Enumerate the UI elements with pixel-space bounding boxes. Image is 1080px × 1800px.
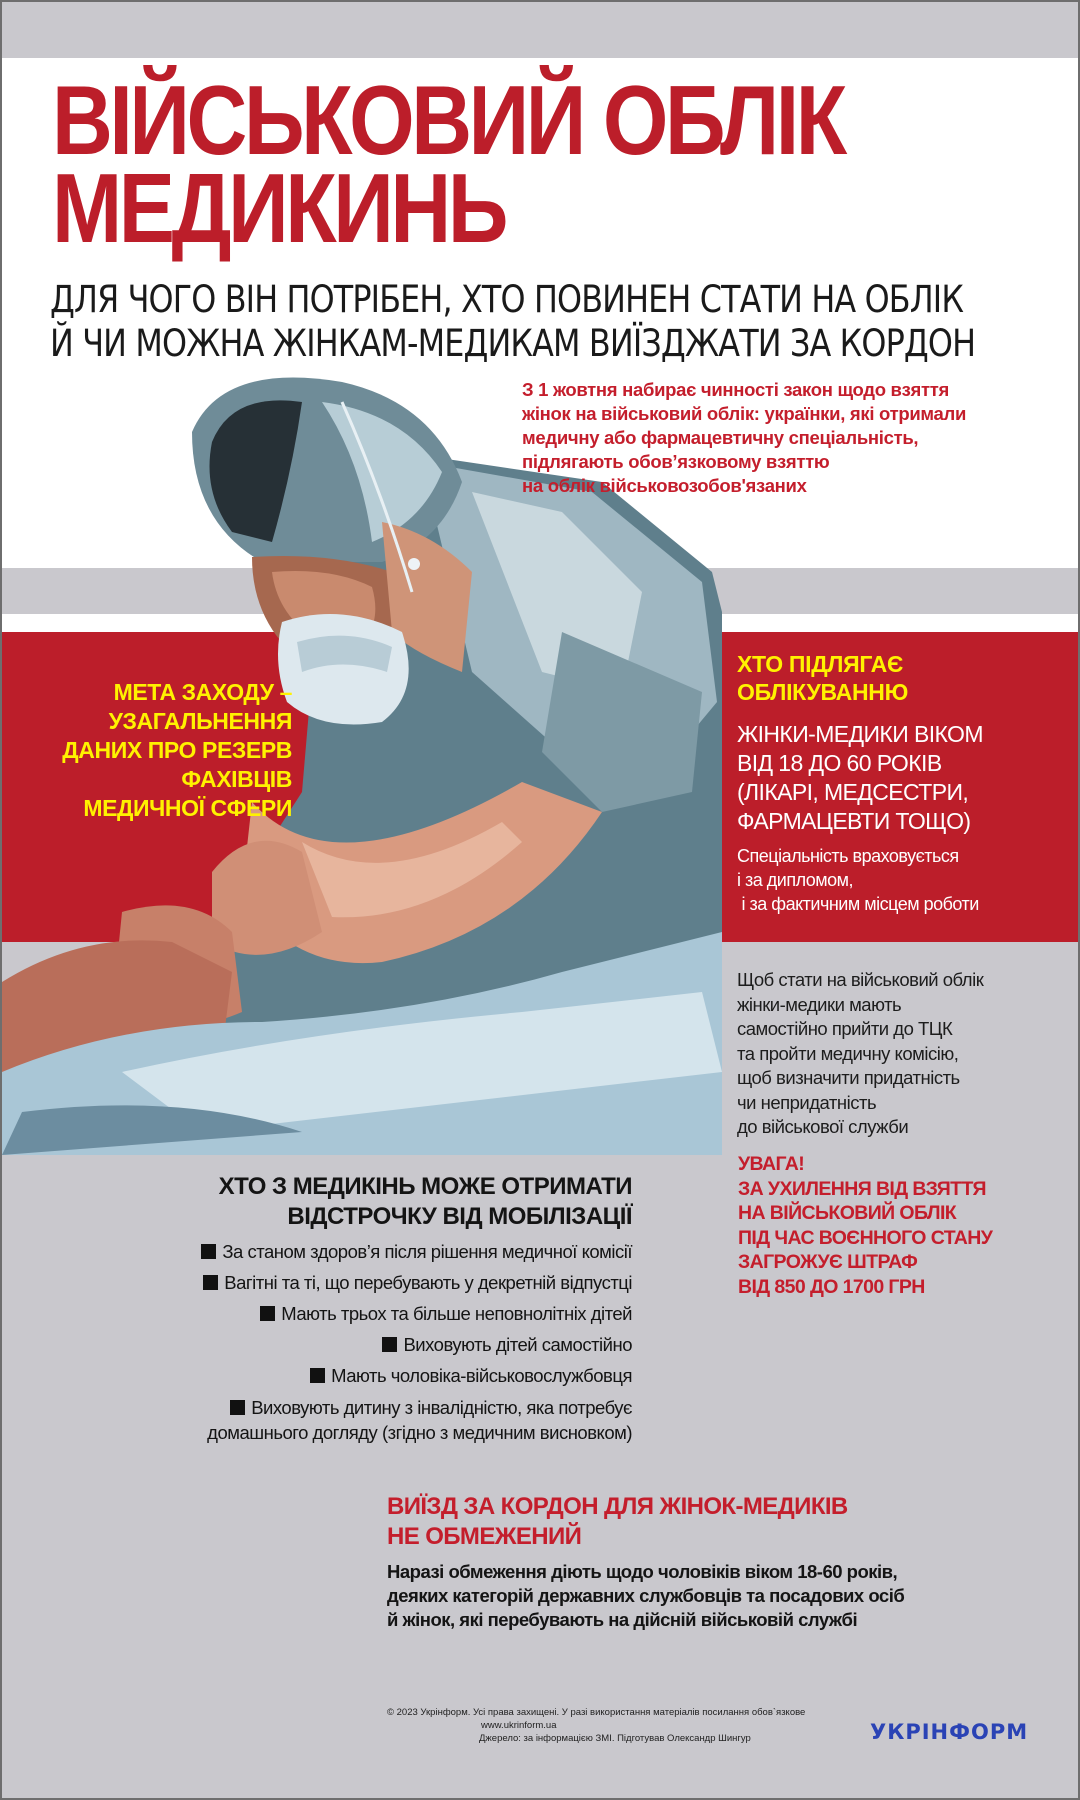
square-bullet-icon — [203, 1275, 218, 1290]
deferment-title-line: ВІДСТРОЧКУ ВІД МОБІЛІЗАЦІЇ — [287, 1203, 632, 1230]
who-main-line: ФАРМАЦЕВТИ ТОЩО) — [737, 808, 971, 834]
warning-line: НА ВІЙСЬКОВИЙ ОБЛІК — [738, 1202, 957, 1224]
square-bullet-icon — [260, 1306, 275, 1321]
border-body — [387, 1560, 1007, 1632]
howto-line: щоб визначити придатність — [737, 1067, 960, 1088]
square-bullet-icon — [310, 1368, 325, 1383]
border-crossing-section — [387, 1492, 1007, 1632]
who-main-line: (ЛІКАРІ, МЕДСЕСТРИ, — [737, 779, 969, 805]
subtitle-line: ДЛЯ ЧОГО ВІН ПОТРІБЕН, ХТО ПОВИНЕН СТАТИ НА ОБЛІК — [50, 278, 964, 321]
warning-line: ВІД 850 ДО 1700 ГРН — [738, 1275, 925, 1298]
deferment-list — [102, 1236, 632, 1445]
goal-line: УЗАГАЛЬНЕННЯ — [108, 708, 292, 734]
who-note — [737, 844, 1072, 916]
intro-line: на облік військовозобов'язаних — [522, 475, 807, 496]
border-title-line: ВИЇЗД ЗА КОРДОН ДЛЯ ЖІНОК-МЕДИКІВ — [387, 1493, 848, 1520]
goal-line: ФАХІВЦІВ — [181, 766, 292, 792]
intro-line: підлягають обов’язковому взяттю — [522, 451, 830, 472]
registration-howto — [737, 968, 1072, 1140]
list-item-text: Виховують дитину з інвалідністю, яка потребує — [251, 1397, 632, 1418]
footer-credits — [387, 1706, 805, 1745]
square-bullet-icon — [201, 1244, 216, 1259]
list-item-text: Мають чоловіка-військовослужбовця — [331, 1365, 632, 1386]
border-body-line: й жінок, які перебувають на дійсній військовій службі — [387, 1609, 858, 1630]
howto-line: самостійно прийти до ТЦК — [737, 1018, 953, 1039]
howto-line: Щоб стати на військовий облік — [737, 969, 984, 990]
border-title — [387, 1492, 1007, 1552]
list-item — [102, 1360, 632, 1391]
intro-line: З 1 жовтня набирає чинності закон щодо взяття — [522, 379, 950, 400]
howto-line: чи непридатність — [737, 1091, 877, 1113]
list-item — [102, 1395, 632, 1445]
warning-line: ЗА УХИЛЕННЯ ВІД ВЗЯТТЯ — [738, 1177, 986, 1200]
howto-line: та пройти медичну комісію, — [737, 1042, 959, 1064]
who-main-line: ВІД 18 ДО 60 РОКІВ — [737, 750, 942, 776]
howto-line: жінки-медики мають — [737, 993, 902, 1015]
ukrinform-logo: УКРІНФОРМ — [870, 1720, 1029, 1744]
who-note-line: і за дипломом, — [737, 870, 854, 890]
intro-line: жінок на військовий облік: українки, які отримали — [522, 403, 967, 424]
who-note-line: Спеціальність враховується — [737, 846, 959, 866]
who-title-line: ХТО ПІДЛЯГАЄ — [737, 651, 904, 677]
top-gray-band — [2, 2, 1078, 58]
website-link[interactable]: www.ukrinform.ua — [481, 1720, 557, 1731]
goal-line: МЕТА ЗАХОДУ – — [113, 679, 292, 705]
fine-warning — [738, 1152, 1073, 1299]
border-body-line: деяких категорій державних службовців та посадових осіб — [387, 1585, 905, 1606]
who-main-text — [737, 720, 1072, 836]
deferment-section — [102, 1172, 632, 1445]
source-text: Джерело: за інформацією ЗМІ. Підготував Олександр Шингур — [479, 1733, 751, 1744]
border-title-line: НЕ ОБМЕЖЕНИЙ — [387, 1523, 582, 1550]
warning-line: УВАГА! — [738, 1153, 805, 1175]
list-item — [102, 1298, 632, 1329]
who-note-line: і за фактичним місцем роботи — [737, 894, 979, 914]
border-body-line: Наразі обмеження діють щодо чоловіків віком 18-60 років, — [387, 1561, 898, 1582]
goal-callout — [22, 678, 292, 823]
list-item — [102, 1267, 632, 1298]
intro-text — [522, 378, 1042, 498]
who-subject-section — [737, 650, 1072, 916]
who-title-line: ОБЛІКУВАННЮ — [737, 679, 909, 705]
copyright-text: © 2023 Укрінформ. Усі права захищені. У разі використання матеріалів посилання обов`язкове — [387, 1707, 806, 1718]
howto-line: до військової служби — [737, 1116, 909, 1137]
deferment-title — [102, 1172, 632, 1232]
square-bullet-icon — [230, 1400, 245, 1415]
list-item-text: Виховують дітей самостійно — [403, 1334, 632, 1355]
who-main-line: ЖІНКИ-МЕДИКИ ВІКОМ — [737, 721, 983, 747]
page-title — [52, 65, 844, 263]
title-line: ВІЙСЬКОВИЙ ОБЛІК — [52, 65, 844, 175]
page-subtitle — [50, 278, 975, 366]
list-item-text-continued: домашнього догляду (згідно з медичним висновком) — [207, 1422, 632, 1443]
list-item-text: Мають трьох та більше неповнолітніх дітей — [281, 1303, 632, 1324]
goal-line: ДАНИХ ПРО РЕЗЕРВ — [62, 737, 292, 763]
intro-line: медичну або фармацевтичну спеціальність, — [522, 427, 919, 448]
deferment-title-line: ХТО З МЕДИКІНЬ МОЖЕ ОТРИМАТИ — [218, 1173, 632, 1200]
subtitle-line: Й ЧИ МОЖНА ЖІНКАМ-МЕДИКАМ ВИЇЗДЖАТИ ЗА КОРДОН — [50, 322, 976, 365]
warning-line: ПІД ЧАС ВОЄННОГО СТАНУ — [738, 1226, 993, 1249]
who-title — [737, 650, 1072, 706]
list-item-text: Вагітні та ті, що перебувають у декретній відпустці — [224, 1272, 632, 1293]
list-item — [102, 1329, 632, 1360]
list-item-text: За станом здоров’я після рішення медичної комісії — [222, 1241, 632, 1262]
warning-line: ЗАГРОЖУЄ ШТРАФ — [738, 1251, 918, 1273]
square-bullet-icon — [382, 1337, 397, 1352]
goal-line: МЕДИЧНОЇ СФЕРИ — [83, 795, 292, 821]
title-line: МЕДИКИНЬ — [52, 153, 505, 263]
list-item — [102, 1236, 632, 1267]
